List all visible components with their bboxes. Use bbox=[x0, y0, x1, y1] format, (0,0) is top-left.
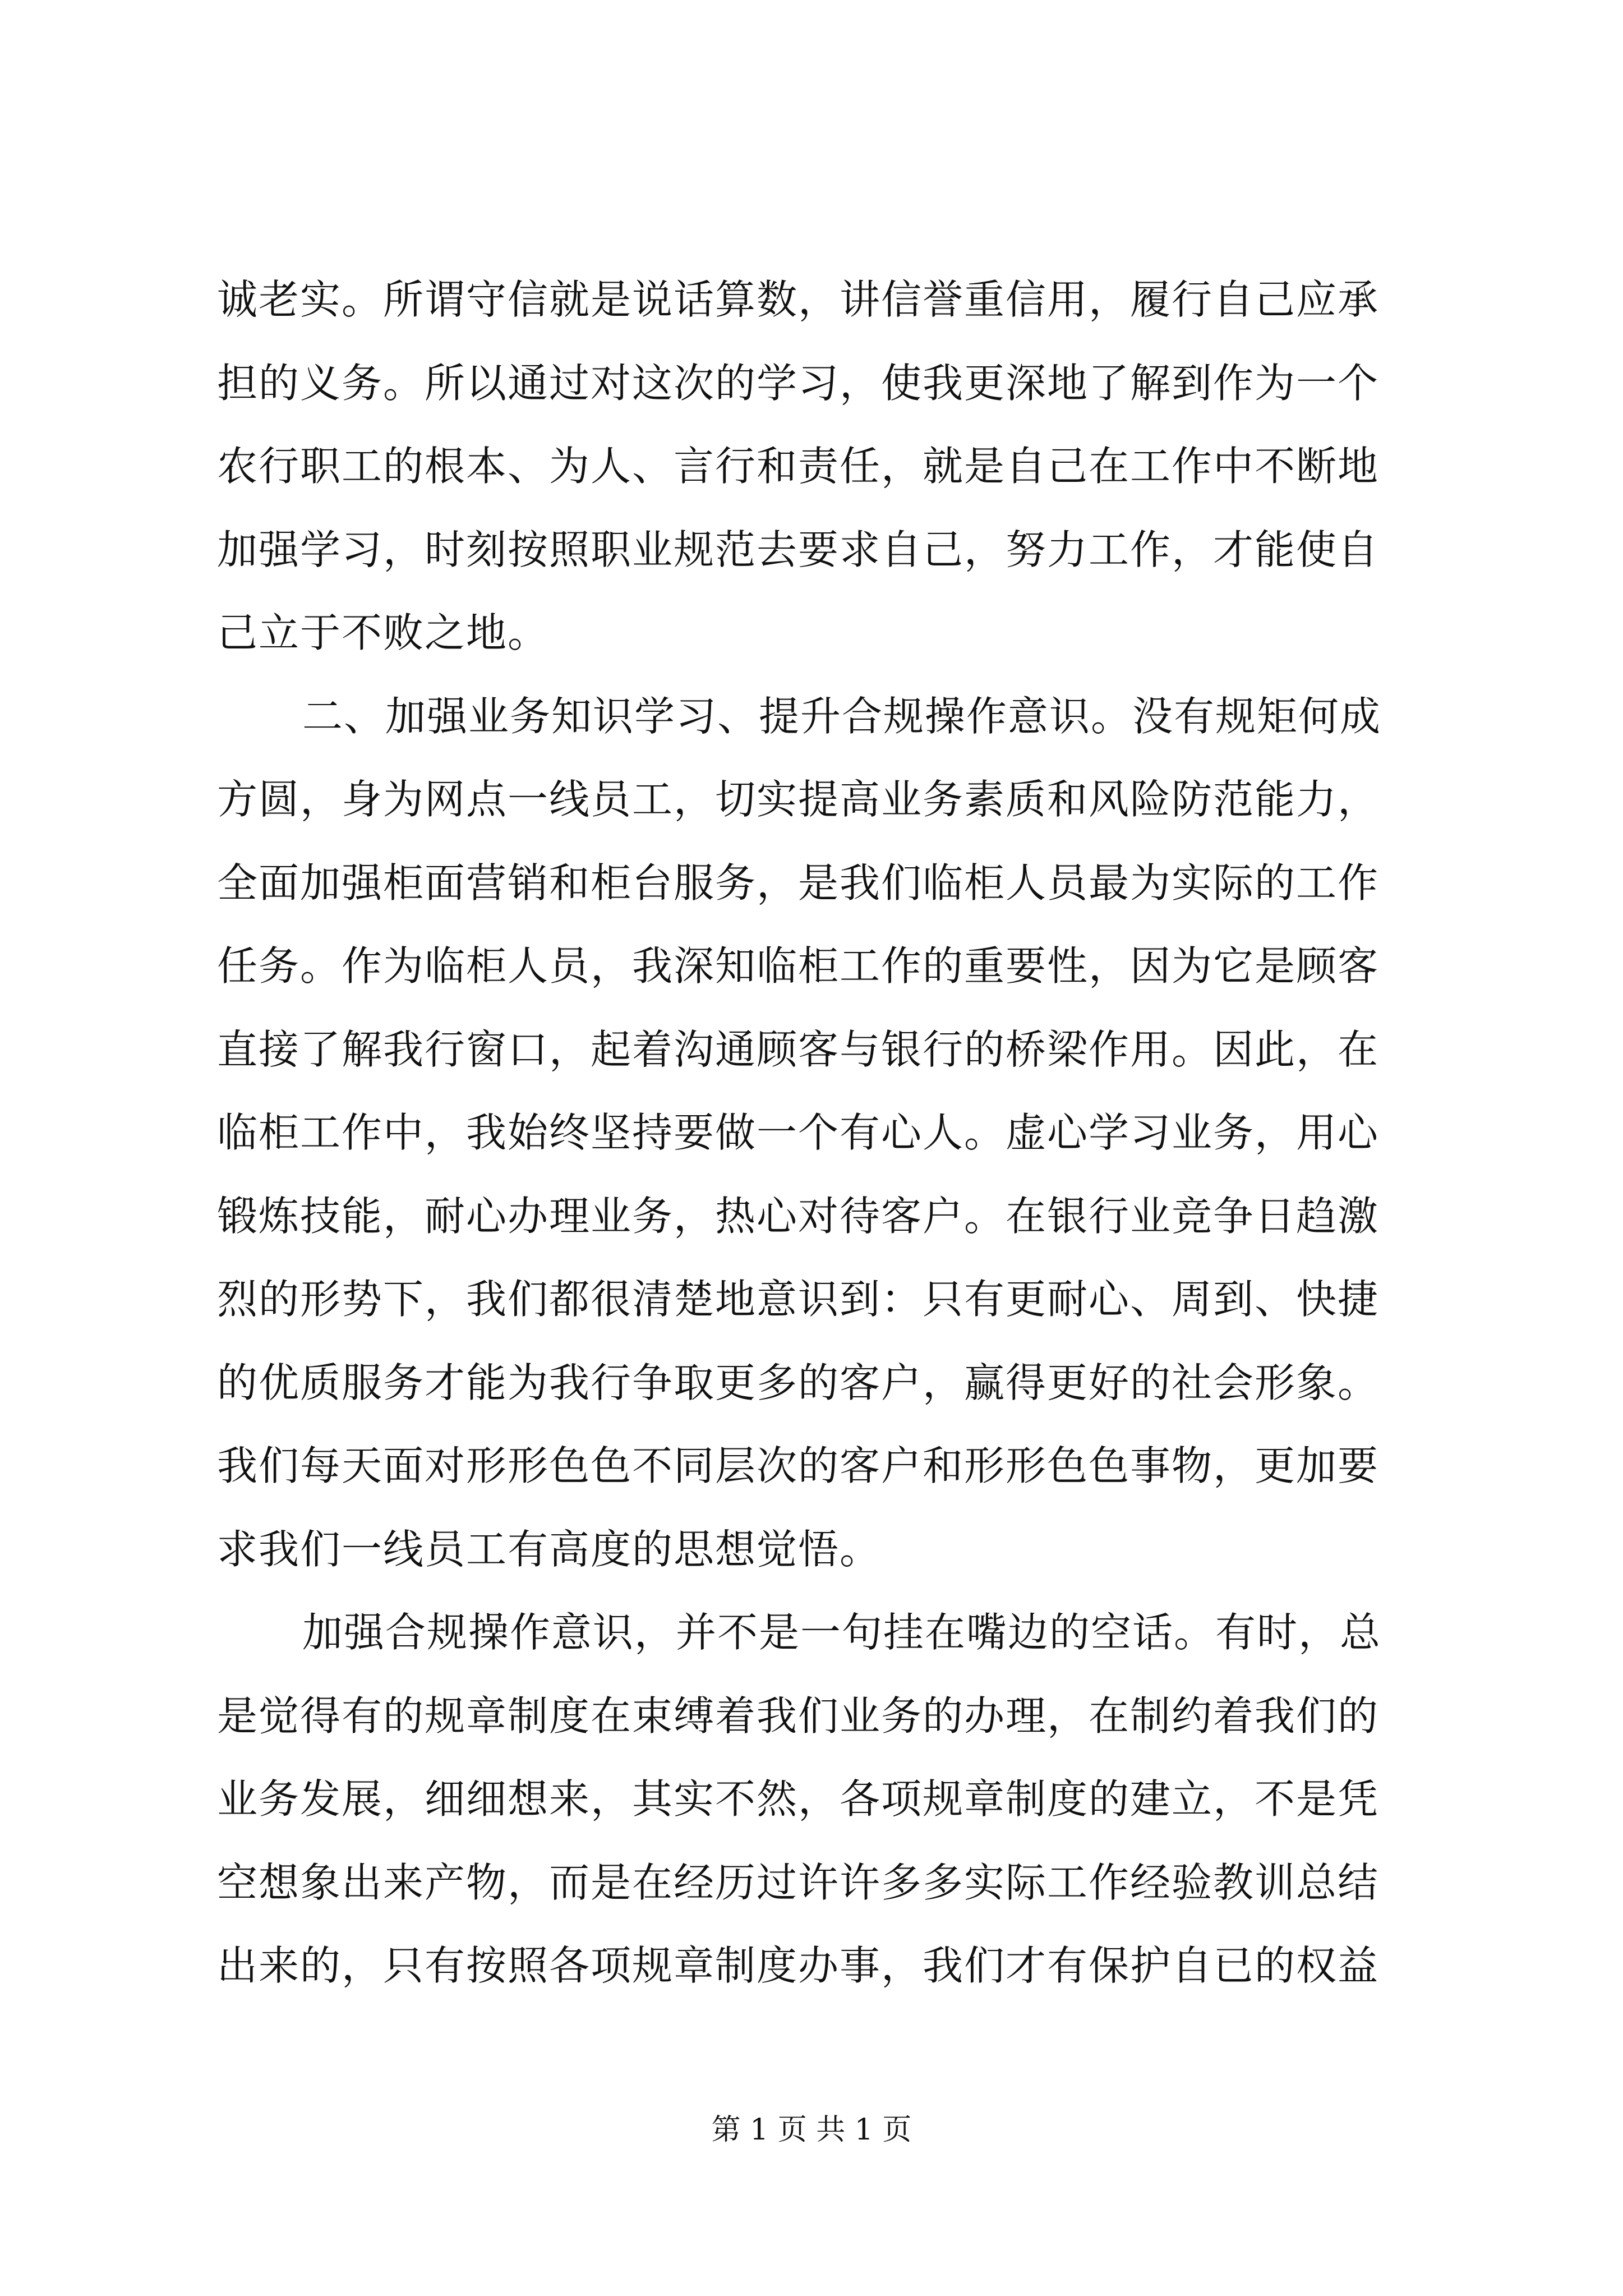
text-line: 己立于不败之地。 bbox=[217, 609, 550, 656]
text-line: 农行职工的根本、为人、言行和责任，就是自己在工作中不断地 bbox=[217, 443, 1380, 490]
text-line: 锻炼技能，耐心办理业务，热心对待客户。在银行业竞争日趋激 bbox=[217, 1192, 1380, 1240]
text-line: 加强学习，时刻按照职业规范去要求自己，努力工作，才能使自 bbox=[217, 526, 1380, 573]
document-body bbox=[217, 258, 1412, 2008]
text-line: 担的义务。所以通过对这次的学习，使我更深地了解到作为一个 bbox=[217, 359, 1380, 407]
text-line: 是觉得有的规章制度在束缚着我们业务的办理，在制约着我们的 bbox=[217, 1692, 1380, 1740]
text-line: 方圆，身为网点一线员工，切实提高业务素质和风险防范能力， bbox=[217, 776, 1380, 823]
text-line: 临柜工作中，我始终坚持要做一个有心人。虚心学习业务，用心 bbox=[217, 1109, 1380, 1156]
text-line: 任务。作为临柜人员，我深知临柜工作的重要性，因为它是顾客 bbox=[217, 942, 1380, 990]
text-line: 诚老实。所谓守信就是说话算数，讲信誉重信用，履行自己应承 bbox=[217, 276, 1380, 323]
paragraph-start-line: 二、加强业务知识学习、提升合规操作意识。没有规矩何成 bbox=[302, 692, 1382, 740]
text-line: 的优质服务才能为我行争取更多的客户，赢得更好的社会形象。 bbox=[217, 1359, 1380, 1406]
page-number-footer: 第 1 页 共 1 页 bbox=[711, 2113, 912, 2147]
text-line: 出来的，只有按照各项规章制度办事，我们才有保护自已的权益 bbox=[217, 1942, 1380, 1989]
text-line: 烈的形势下，我们都很清楚地意识到：只有更耐心、周到、快捷 bbox=[217, 1276, 1380, 1323]
text-line: 直接了解我行窗口，起着沟通顾客与银行的桥梁作用。因此，在 bbox=[217, 1025, 1380, 1073]
text-line: 我们每天面对形形色色不同层次的客户和形形色色事物，更加要 bbox=[217, 1442, 1380, 1489]
text-line: 业务发展，细细想来，其实不然，各项规章制度的建立，不是凭 bbox=[217, 1775, 1380, 1823]
text-line: 求我们一线员工有高度的思想觉悟。 bbox=[217, 1525, 882, 1573]
text-line: 全面加强柜面营销和柜台服务，是我们临柜人员最为实际的工作 bbox=[217, 859, 1380, 907]
text-line: 空想象出来产物，而是在经历过许许多多实际工作经验教训总结 bbox=[217, 1858, 1380, 1906]
paragraph-start-line: 加强合规操作意识，并不是一句挂在嘴边的空话。有时，总 bbox=[302, 1609, 1382, 1656]
